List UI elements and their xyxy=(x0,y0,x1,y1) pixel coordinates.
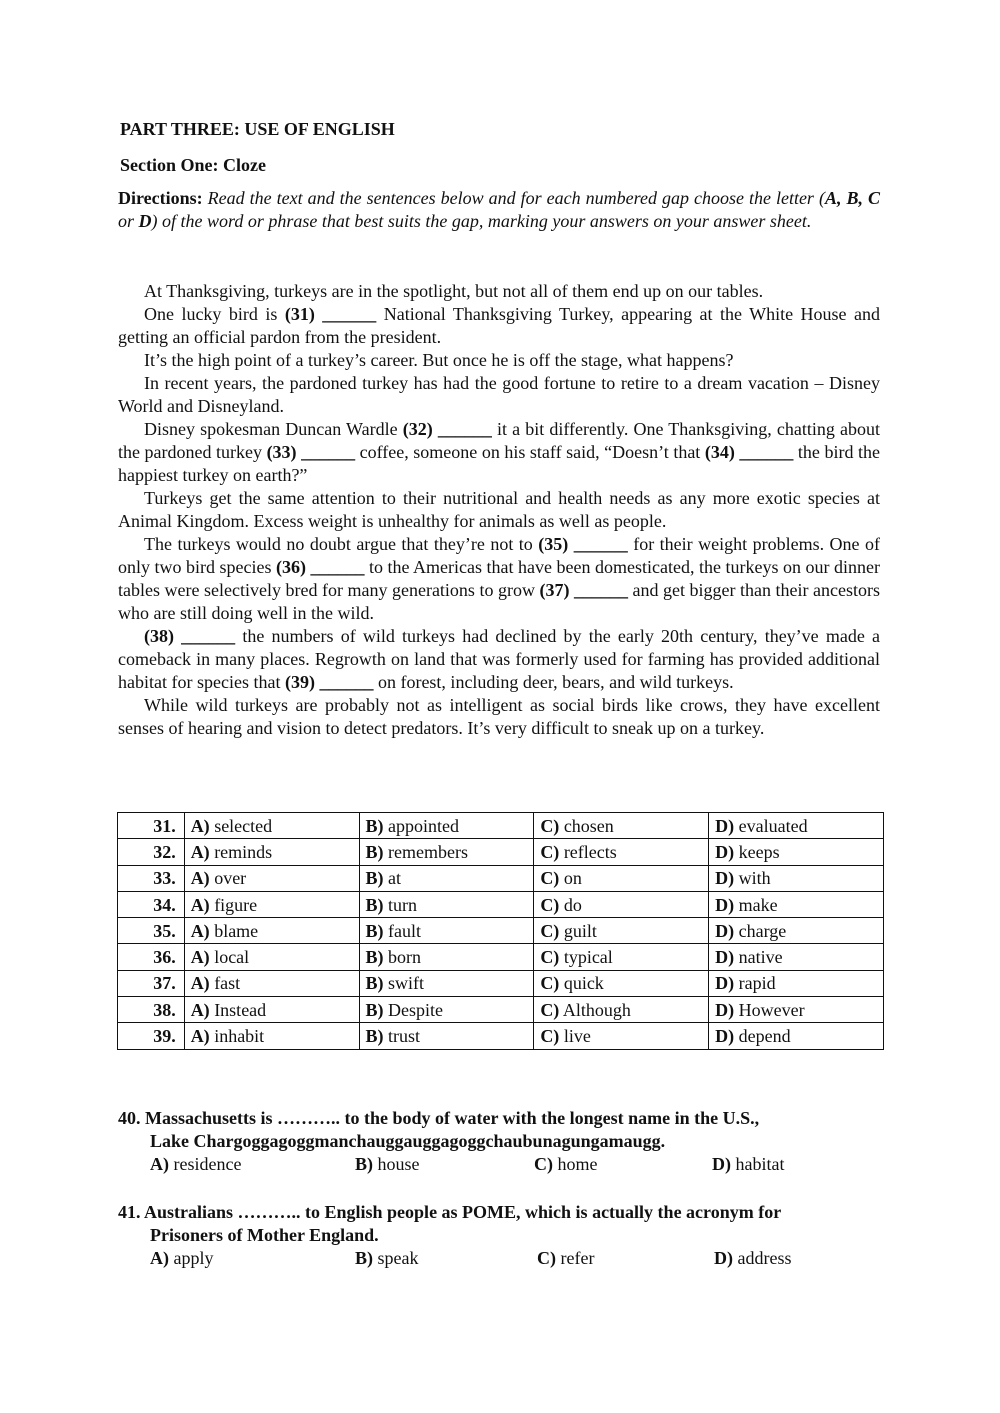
question-40-stem-line-2: Lake Chargoggagoggmanchauggauggagoggchaubunagungamaugg. xyxy=(150,1131,666,1151)
option-word: Instead xyxy=(214,999,267,1020)
option-word: born xyxy=(388,947,421,968)
option-letter: D) xyxy=(715,841,735,862)
option-letter: D) xyxy=(715,894,735,915)
option-word: chosen xyxy=(563,815,614,836)
option-letter: B) xyxy=(365,868,384,889)
option-word: reminds xyxy=(214,841,273,862)
option-word: selected xyxy=(214,815,273,836)
option-b[interactable] xyxy=(359,997,534,1023)
option-word: fast xyxy=(214,973,241,994)
option-word: on xyxy=(563,868,582,889)
option-word: swift xyxy=(388,973,424,994)
option-letter: C) xyxy=(540,999,560,1020)
option-word: Although xyxy=(562,999,631,1020)
option-word: remembers xyxy=(388,841,468,862)
question-number: 31. xyxy=(118,813,185,839)
option-word: do xyxy=(563,894,582,915)
option-letter: C) xyxy=(540,841,560,862)
option-letter: A) xyxy=(190,999,210,1020)
question-number: 38. xyxy=(118,997,185,1023)
gap-34: (34) ______ xyxy=(704,442,794,462)
question-number: 33. xyxy=(118,865,185,891)
choice-c[interactable]: C) refer xyxy=(537,1248,595,1268)
option-d[interactable] xyxy=(709,865,884,891)
directions-letters-abc: A, B, C xyxy=(824,188,880,208)
option-letter: D) xyxy=(715,868,735,889)
option-word: turn xyxy=(388,894,417,915)
option-letter: B) xyxy=(365,973,384,994)
option-letter: C) xyxy=(540,868,560,889)
option-letter: C) xyxy=(540,920,560,941)
option-letter: B) xyxy=(365,999,384,1020)
option-a[interactable] xyxy=(184,918,359,944)
option-b[interactable] xyxy=(359,944,534,970)
option-letter: A) xyxy=(190,920,210,941)
option-word: local xyxy=(214,947,250,968)
option-word: quick xyxy=(563,973,604,994)
option-letter: D) xyxy=(715,973,735,994)
option-word: with xyxy=(738,868,771,889)
passage-paragraph-6: Turkeys get the same attention to their nutritional and health needs as any more exotic species at Animal Kingdom. Excess weight is unhealthy for animals as well as people. xyxy=(118,488,880,531)
option-b[interactable] xyxy=(359,813,534,839)
question-number: 39. xyxy=(118,1023,185,1049)
option-word: Despite xyxy=(388,999,443,1020)
option-letter: A) xyxy=(190,841,210,862)
option-word: live xyxy=(563,1026,591,1047)
table-row xyxy=(118,997,884,1023)
option-d[interactable] xyxy=(709,891,884,917)
directions-text-3: ) of the word or phrase that best suits the gap, marking your answers on your answer sheet. xyxy=(151,211,812,231)
option-letter: A) xyxy=(190,815,210,836)
question-41-choices xyxy=(118,1247,888,1270)
option-word: inhabit xyxy=(214,1026,265,1047)
choice-b[interactable]: B) house xyxy=(355,1154,420,1174)
part-title: PART THREE: USE OF ENGLISH xyxy=(120,119,395,139)
question-number: 34. xyxy=(118,891,185,917)
option-word: keeps xyxy=(738,841,780,862)
option-word: evaluated xyxy=(738,815,808,836)
question-number: 37. xyxy=(118,970,185,996)
options-table xyxy=(117,812,884,1050)
option-word: figure xyxy=(214,894,258,915)
gap-35: (35) ______ xyxy=(538,534,628,554)
option-d[interactable] xyxy=(709,918,884,944)
option-word: guilt xyxy=(563,920,597,941)
option-letter: B) xyxy=(365,947,384,968)
question-number: 32. xyxy=(118,839,185,865)
option-c[interactable] xyxy=(534,970,709,996)
choice-c[interactable]: C) home xyxy=(534,1154,598,1174)
option-d[interactable] xyxy=(709,1023,884,1049)
passage-paragraph-9: While wild turkeys are probably not as intelligent as social birds like crows, they have excellent senses of hearing and vision to detect predators. It’s very difficult to sneak up on a turkey. xyxy=(118,695,880,738)
table-row xyxy=(118,918,884,944)
passage-paragraph-1: At Thanksgiving, turkeys are in the spotlight, but not all of them end up on our tables. xyxy=(144,281,764,301)
option-a[interactable] xyxy=(184,970,359,996)
directions xyxy=(118,187,880,233)
option-word: charge xyxy=(738,920,787,941)
gap-39: (39) ______ xyxy=(284,672,374,692)
gap-38: (38) ______ xyxy=(144,626,236,646)
option-word: fault xyxy=(388,920,421,941)
passage-paragraph-8: (38) ______ the numbers of wild turkeys had declined by the early 20th century, they’ve made a comeback in many places. Regrowth on land that was formerly used for farming has provided additional habitat for species that (39) ______ on forest, including deer, bears, and wild turkeys. xyxy=(118,626,880,692)
option-letter: A) xyxy=(190,868,210,889)
option-letter: B) xyxy=(365,894,384,915)
passage-paragraph-3: It’s the high point of a turkey’s career. But once he is off the stage, what happens? xyxy=(144,350,734,370)
option-c[interactable] xyxy=(534,839,709,865)
option-b[interactable] xyxy=(359,839,534,865)
choice-d[interactable]: D) address xyxy=(714,1248,792,1268)
option-letter: D) xyxy=(715,999,735,1020)
option-letter: D) xyxy=(715,815,735,836)
option-word: reflects xyxy=(563,841,617,862)
directions-text-2: or xyxy=(118,211,139,231)
option-c[interactable] xyxy=(534,813,709,839)
option-letter: B) xyxy=(365,1026,384,1047)
passage-paragraph-7: The turkeys would no doubt argue that they’re not to (35) ______ for their weight problems. One of only two bird species (36) ______ to the Americas that have been domesticated, the turkeys on our dinner tables were selectively bred for many generations to grow (37) ______ and get bigger than their ancestors who are still doing well in the wild. xyxy=(118,534,880,623)
directions-letter-d: D xyxy=(138,211,152,231)
option-d[interactable] xyxy=(709,813,884,839)
option-b[interactable] xyxy=(359,1023,534,1049)
table-row xyxy=(118,813,884,839)
option-letter: A) xyxy=(190,947,210,968)
option-word: blame xyxy=(214,920,259,941)
choice-a[interactable]: A) apply xyxy=(150,1248,214,1268)
passage-paragraph-5: Disney spokesman Duncan Wardle (32) ______ it a bit differently. One Thanksgiving, chatting about the pardoned turkey (33) ______ coffee, someone on his staff said, “Doesn’t that (34) ______ the bird the happiest turkey on earth?” xyxy=(118,419,880,485)
option-a[interactable] xyxy=(184,839,359,865)
option-letter: C) xyxy=(540,894,560,915)
option-word: rapid xyxy=(738,973,776,994)
section-title: Section One: Cloze xyxy=(120,155,266,175)
option-letter: A) xyxy=(190,973,210,994)
option-letter: C) xyxy=(540,1026,560,1047)
option-letter: B) xyxy=(365,920,384,941)
option-letter: B) xyxy=(365,815,384,836)
gap-36: (36) ______ xyxy=(276,557,365,577)
option-letter: C) xyxy=(540,973,560,994)
table-row xyxy=(118,891,884,917)
option-letter: B) xyxy=(365,841,384,862)
gap-31: (31) ______ xyxy=(284,304,377,324)
option-word: However xyxy=(738,999,805,1020)
option-letter: D) xyxy=(715,947,735,968)
option-word: trust xyxy=(388,1026,421,1047)
option-c[interactable] xyxy=(534,944,709,970)
option-b[interactable] xyxy=(359,970,534,996)
choice-a[interactable]: A) residence xyxy=(150,1154,242,1174)
option-d[interactable] xyxy=(709,997,884,1023)
question-40 xyxy=(118,1107,888,1176)
option-letter: D) xyxy=(715,1026,735,1047)
option-d[interactable] xyxy=(709,944,884,970)
question-41-stem-line-2: Prisoners of Mother England. xyxy=(150,1225,379,1245)
question-number: 36. xyxy=(118,944,185,970)
table-row xyxy=(118,944,884,970)
option-letter: C) xyxy=(540,815,560,836)
gap-33: (33) ______ xyxy=(266,442,356,462)
option-letter: D) xyxy=(715,920,735,941)
option-c[interactable] xyxy=(534,918,709,944)
cloze-passage xyxy=(118,280,880,740)
option-letter: A) xyxy=(190,1026,210,1047)
question-number: 35. xyxy=(118,918,185,944)
option-word: typical xyxy=(563,947,613,968)
question-41 xyxy=(118,1201,888,1270)
question-40-stem: 40. Massachusetts is ……….. to the body of water with the longest name in the U.S., xyxy=(118,1108,760,1128)
option-a[interactable] xyxy=(184,997,359,1023)
table-row xyxy=(118,970,884,996)
option-c[interactable] xyxy=(534,997,709,1023)
option-word: appointed xyxy=(388,815,459,836)
option-a[interactable] xyxy=(184,1023,359,1049)
option-word: make xyxy=(738,894,778,915)
option-word: at xyxy=(388,868,401,889)
option-a[interactable] xyxy=(184,944,359,970)
gap-32: (32) ______ xyxy=(402,419,492,439)
option-word: depend xyxy=(738,1026,791,1047)
option-d[interactable] xyxy=(709,970,884,996)
option-b[interactable] xyxy=(359,918,534,944)
option-d[interactable] xyxy=(709,839,884,865)
option-a[interactable] xyxy=(184,813,359,839)
gap-37: (37) ______ xyxy=(539,580,628,600)
question-41-stem: 41. Australians ……….. to English people as POME, which is actually the acronym for xyxy=(118,1202,782,1222)
option-a[interactable] xyxy=(184,865,359,891)
choice-d[interactable]: D) habitat xyxy=(712,1154,785,1174)
option-c[interactable] xyxy=(534,1023,709,1049)
option-a[interactable] xyxy=(184,891,359,917)
table-row xyxy=(118,1023,884,1049)
option-b[interactable] xyxy=(359,891,534,917)
option-b[interactable] xyxy=(359,865,534,891)
directions-text-1: Read the text and the sentences below and for each numbered gap choose the letter ( xyxy=(202,188,825,208)
option-c[interactable] xyxy=(534,865,709,891)
directions-label: Directions: xyxy=(118,188,203,208)
question-40-choices xyxy=(118,1153,888,1176)
passage-paragraph-2: One lucky bird is (31) ______ National Thanksgiving Turkey, appearing at the White House and getting an official pardon from the president. xyxy=(118,304,880,347)
table-row xyxy=(118,839,884,865)
choice-b[interactable]: B) speak xyxy=(355,1248,419,1268)
passage-paragraph-4: In recent years, the pardoned turkey has had the good fortune to retire to a dream vacation – Disney World and Disneyland. xyxy=(118,373,880,416)
option-c[interactable] xyxy=(534,891,709,917)
table-row xyxy=(118,865,884,891)
option-letter: A) xyxy=(190,894,210,915)
option-word: over xyxy=(214,868,247,889)
option-word: native xyxy=(738,947,783,968)
option-letter: C) xyxy=(540,947,560,968)
